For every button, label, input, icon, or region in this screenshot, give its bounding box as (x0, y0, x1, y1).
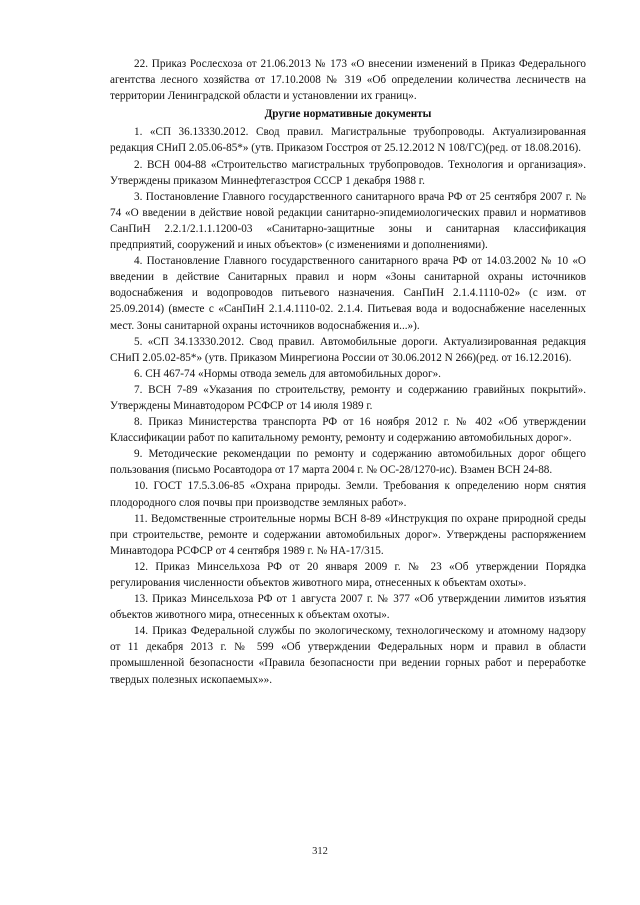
list-item: 13. Приказ Минсельхоза РФ от 1 августа 2007 г. № 377 «Об утверждении лимитов изъятия объектов животного мира, отнесенных к объектам охоты». (110, 593, 586, 622)
paragraph-item-22: 22. Приказ Рослесхоза от 21.06.2013 № 173 «О внесении изменений в Приказ Федерального агентства лесного хозяйства от 17.10.2008 № 319 «Об определении количества лесничеств на территории Ленинградской области и установлении их границ». (110, 58, 586, 103)
page-number: 312 (312, 846, 328, 857)
list-item: 7. ВСН 7-89 «Указания по строительству, ремонту и содержанию гравийных покрытий». Утверждены Минавтодором РСФСР от 14 июля 1989 г. (110, 383, 586, 412)
list-item: 3. Постановление Главного государственного санитарного врача РФ от 25 сентября 2007 г. № 74 «О введении в действие новой редакции санитарно-эпидемиологических правил и нормативов СанПиН 2.2.1/2.1.1.1200-03 «Санитарно-защитные зоны и санитарная классификация предприятий, сооружений и иных объектов» (с изменениями и дополнениями). (110, 190, 586, 252)
list-item: 6. СН 467-74 «Нормы отвода земель для автомобильных дорог». (134, 367, 441, 380)
list-item: 12. Приказ Минсельхоза РФ от 20 января 2009 г. № 23 «Об утверждении Порядка регулирования численности объектов животного мира, отнесенных к объектам охоты». (110, 560, 586, 589)
list-item: 4. Постановление Главного государственного санитарного врача РФ от 14.03.2002 № 10 «О введении в действие Санитарных правил и норм «Зоны санитарной охраны источников водоснабжения и водопроводов питьевого назначения. СанПиН 2.1.4.1110-02» (с изм. от 25.09.2014) (вместе с «СанПиН 2.1.4.1110-02. 2.1.4. Питьевая вода и водоснабжение населенных мест. Зоны санитарной охраны источников водоснабжения и...»). (110, 255, 586, 332)
list-item: 14. Приказ Федеральной службы по экологическому, технологическому и атомному надзору от 11 декабря 2013 г. № 599 «Об утверждении Федеральных норм и правил в области промышленной безопасности «Правила безопасности при ведении горных работ и переработке твердых полезных ископаемых»». (110, 625, 586, 686)
list-item: 11. Ведомственные строительные нормы ВСН 8-89 «Инструкция по охране природной среды при строительстве, ремонте и содержании автомобильных дорог». Утверждены распоряжением Минавтодора РСФСР от 4 сентября 1989 г. № НА-17/315. (110, 512, 586, 557)
document-body (110, 56, 586, 688)
list-item: 10. ГОСТ 17.5.3.06-85 «Охрана природы. Земли. Требования к определению норм снятия плодородного слоя почвы при производстве земляных работ». (110, 480, 586, 509)
list-item: 5. «СП 34.13330.2012. Свод правил. Автомобильные дороги. Актуализированная редакция СНиП 2.05.02-85*» (утв. Приказом Минрегиона России от 30.06.2012 N 266)(ред. от 16.12.2016). (110, 335, 586, 364)
list-item: 2. ВСН 004-88 «Строительство магистральных трубопроводов. Технология и организация». Утверждены приказом Миннефтегазстроя СССР 1 декабря 1988 г. (110, 158, 586, 187)
list-item: 9. Методические рекомендации по ремонту и содержанию автомобильных дорог общего пользования (письмо Росавтодора от 17 марта 2004 г. № ОС-28/1270-ис). Взамен ВСН 24-88. (110, 448, 586, 477)
section-heading: Другие нормативные документы (264, 108, 432, 121)
list-item: 8. Приказ Министерства транспорта РФ от 16 ноября 2012 г. № 402 «Об утверждении Классификации работ по капитальному ремонту, ремонту и содержанию автомобильных дорог». (110, 416, 586, 445)
list-item: 1. «СП 36.13330.2012. Свод правил. Магистральные трубопроводы. Актуализированная редакция СНиП 2.05.06-85*» (утв. Приказом Госстроя от 25.12.2012 N 108/ГС)(ред. от 18.08.2016). (110, 126, 586, 155)
